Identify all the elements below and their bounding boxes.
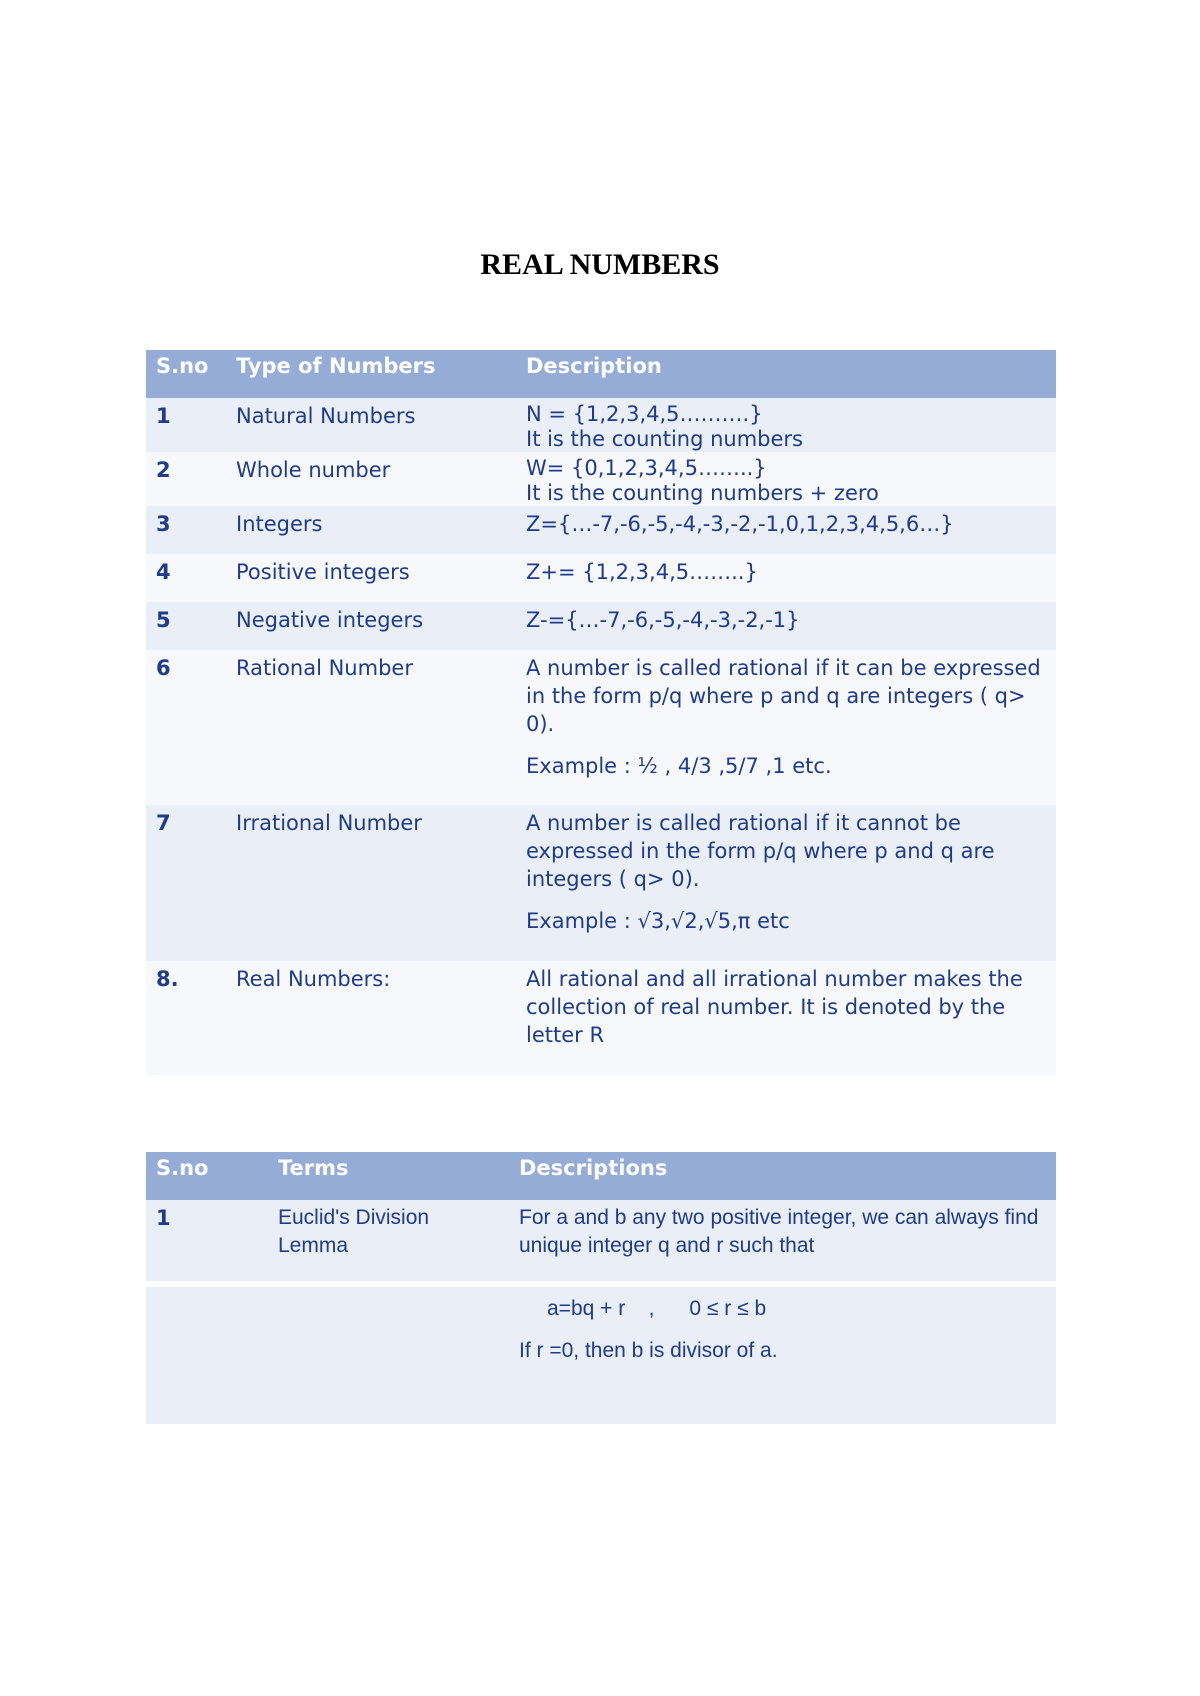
description-line: It is the counting numbers [526, 427, 803, 451]
table-row [146, 506, 1056, 554]
description-paragraph: A number is called rational if it can be expressed in the form p/q where p and q are integers ( q> 0). [526, 656, 1041, 736]
row-description [516, 650, 1056, 805]
table-row [146, 452, 1056, 506]
row-term [268, 1200, 509, 1284]
row-description [516, 452, 1056, 506]
row-type: Natural Numbers [226, 398, 516, 452]
row-description: Z={…-7,-6,-5,-4,-3,-2,-1,0,1,2,3,4,5,6…} [516, 506, 1056, 554]
row-type: Integers [226, 506, 516, 554]
number-types-table [146, 350, 1056, 1075]
empty-cell [268, 1284, 509, 1424]
row-sno: 4 [146, 554, 226, 602]
row-description [516, 398, 1056, 452]
page-title: REAL NUMBERS [480, 248, 720, 281]
table-row [146, 602, 1056, 650]
table-row [146, 1200, 1056, 1284]
divisor-note: If r =0, then b is divisor of a. [519, 1339, 778, 1362]
row-type: Rational Number [226, 650, 516, 805]
table-row [146, 398, 1056, 452]
table-header-row [146, 1152, 1056, 1200]
row-description: For a and b any two positive integer, we can always find unique integer q and r such that [509, 1200, 1056, 1284]
row-type: Negative integers [226, 602, 516, 650]
table-row [146, 650, 1056, 805]
row-sno: 8. [146, 961, 226, 1075]
row-description: Z-={…-7,-6,-5,-4,-3,-2,-1} [516, 602, 1056, 650]
row-type: Positive integers [226, 554, 516, 602]
row-description [509, 1284, 1056, 1424]
row-type: Whole number [226, 452, 516, 506]
row-description: All rational and all irrational number makes the collection of real number. It is denoted by the letter R [516, 961, 1056, 1075]
header-description: Description [516, 350, 1056, 398]
description-line: N = {1,2,3,4,5……….} [526, 402, 763, 426]
division-formula: a=bq + r , 0 ≤ r ≤ b [547, 1297, 767, 1320]
header-terms: Terms [268, 1152, 509, 1200]
description-paragraph: A number is called rational if it cannot be expressed in the form p/q where p and q are integers ( q> 0). [526, 811, 995, 891]
description-line: W= {0,1,2,3,4,5……..} [526, 456, 767, 480]
row-type: Real Numbers: [226, 961, 516, 1075]
row-sno: 7 [146, 805, 226, 961]
header-type: Type of Numbers [226, 350, 516, 398]
table-row [146, 805, 1056, 961]
row-sno: 3 [146, 506, 226, 554]
term-line: Euclid's Division [278, 1206, 430, 1229]
row-type: Irrational Number [226, 805, 516, 961]
row-description: Z+= {1,2,3,4,5……..} [516, 554, 1056, 602]
row-sno: 6 [146, 650, 226, 805]
term-line: Lemma [278, 1234, 349, 1257]
row-sno: 5 [146, 602, 226, 650]
empty-cell [146, 1284, 268, 1424]
row-sno: 1 [146, 1200, 268, 1284]
table-row [146, 961, 1056, 1075]
header-sno: S.no [146, 1152, 268, 1200]
example-line: Example : √3,√2,√5,π etc [526, 909, 790, 933]
row-description [516, 805, 1056, 961]
terms-table [146, 1152, 1056, 1424]
header-sno: S.no [146, 350, 226, 398]
table-row [146, 554, 1056, 602]
header-descriptions: Descriptions [509, 1152, 1056, 1200]
row-sno: 1 [146, 398, 226, 452]
row-sno: 2 [146, 452, 226, 506]
table-row [146, 1284, 1056, 1424]
description-line: It is the counting numbers + zero [526, 481, 879, 505]
example-line: Example : ½ , 4/3 ,5/7 ,1 etc. [526, 754, 832, 778]
table-header-row [146, 350, 1056, 398]
